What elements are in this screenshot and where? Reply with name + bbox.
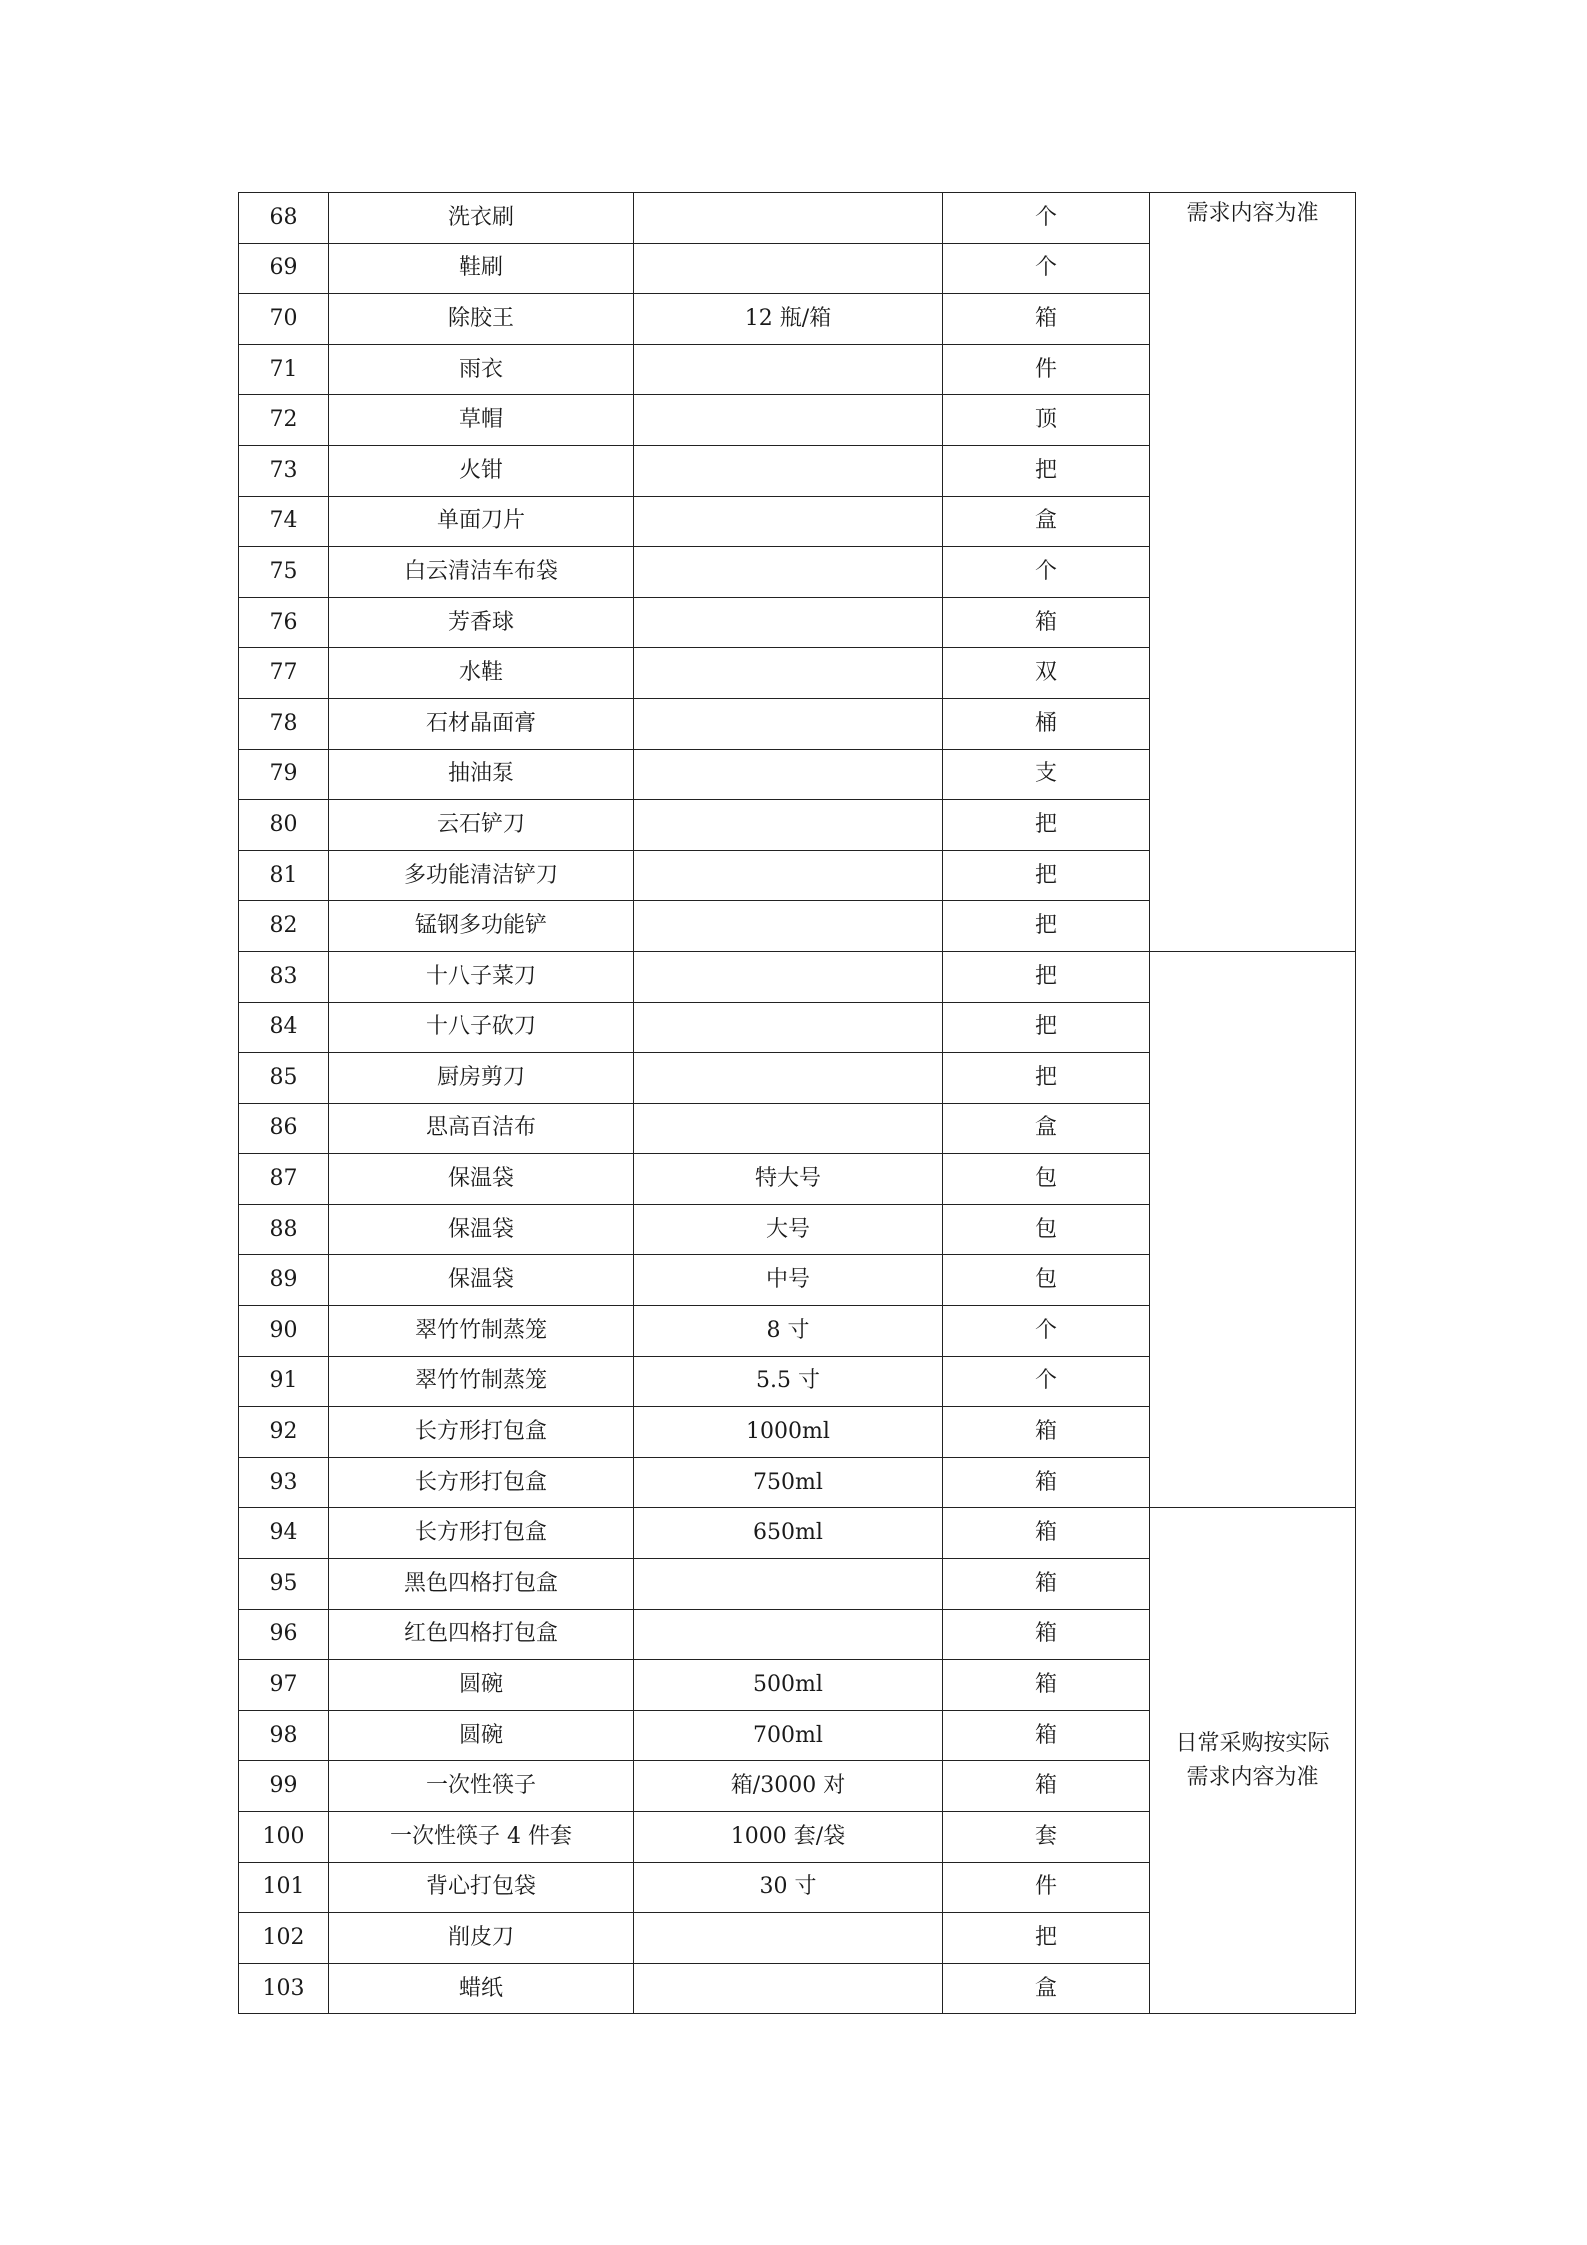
item-number-cell: 84: [239, 1002, 329, 1053]
item-unit-cell: 盒: [943, 1103, 1150, 1154]
item-unit-cell: 把: [943, 951, 1150, 1002]
item-spec-cell: 30 寸: [634, 1862, 943, 1913]
item-spec-cell: [634, 344, 943, 395]
item-spec-cell: [634, 395, 943, 446]
item-name-cell: 洗衣刷: [329, 193, 634, 244]
item-spec-cell: 650ml: [634, 1508, 943, 1559]
note-cell-group-1: [1150, 193, 1356, 952]
item-unit-cell: 把: [943, 445, 1150, 496]
item-unit-cell: 箱: [943, 1407, 1150, 1458]
item-number-cell: 97: [239, 1660, 329, 1711]
item-name-cell: 多功能清洁铲刀: [329, 850, 634, 901]
item-number-cell: 81: [239, 850, 329, 901]
item-spec-cell: 1000ml: [634, 1407, 943, 1458]
table-row: [239, 193, 1356, 244]
item-number-cell: 78: [239, 698, 329, 749]
item-number-cell: 86: [239, 1103, 329, 1154]
item-name-cell: 翠竹竹制蒸笼: [329, 1306, 634, 1357]
item-spec-cell: [634, 951, 943, 1002]
item-number-cell: 90: [239, 1306, 329, 1357]
item-spec-cell: [634, 1002, 943, 1053]
item-unit-cell: 盒: [943, 496, 1150, 547]
item-unit-cell: 包: [943, 1204, 1150, 1255]
item-name-cell: 锰钢多功能铲: [329, 901, 634, 952]
note-cell-group-3: [1150, 1508, 1356, 2014]
item-unit-cell: 个: [943, 547, 1150, 598]
note-cell-group-2: [1150, 951, 1356, 1508]
item-spec-cell: 1000 套/袋: [634, 1812, 943, 1863]
item-number-cell: 93: [239, 1457, 329, 1508]
item-number-cell: 71: [239, 344, 329, 395]
item-name-cell: 圆碗: [329, 1710, 634, 1761]
item-name-cell: 水鞋: [329, 648, 634, 699]
item-spec-cell: 12 瓶/箱: [634, 294, 943, 345]
item-name-cell: 石材晶面膏: [329, 698, 634, 749]
item-unit-cell: 箱: [943, 294, 1150, 345]
item-number-cell: 79: [239, 749, 329, 800]
item-number-cell: 89: [239, 1255, 329, 1306]
item-number-cell: 88: [239, 1204, 329, 1255]
item-unit-cell: 双: [943, 648, 1150, 699]
item-spec-cell: [634, 1609, 943, 1660]
item-spec-cell: [634, 597, 943, 648]
item-name-cell: 火钳: [329, 445, 634, 496]
item-number-cell: 94: [239, 1508, 329, 1559]
item-number-cell: 102: [239, 1913, 329, 1964]
item-number-cell: 101: [239, 1862, 329, 1913]
item-unit-cell: 盒: [943, 1963, 1150, 2014]
table-row: [239, 951, 1356, 1002]
item-name-cell: 背心打包袋: [329, 1862, 634, 1913]
item-unit-cell: 箱: [943, 597, 1150, 648]
item-unit-cell: 桶: [943, 698, 1150, 749]
item-name-cell: 保温袋: [329, 1154, 634, 1205]
item-name-cell: 除胶王: [329, 294, 634, 345]
item-name-cell: 黑色四格打包盒: [329, 1559, 634, 1610]
item-name-cell: 保温袋: [329, 1255, 634, 1306]
item-unit-cell: 箱: [943, 1508, 1150, 1559]
item-number-cell: 76: [239, 597, 329, 648]
item-name-cell: 翠竹竹制蒸笼: [329, 1356, 634, 1407]
item-unit-cell: 箱: [943, 1457, 1150, 1508]
item-unit-cell: 箱: [943, 1559, 1150, 1610]
item-unit-cell: 个: [943, 1356, 1150, 1407]
item-unit-cell: 箱: [943, 1660, 1150, 1711]
item-name-cell: 厨房剪刀: [329, 1053, 634, 1104]
item-name-cell: 十八子砍刀: [329, 1002, 634, 1053]
item-name-cell: 鞋刷: [329, 243, 634, 294]
item-unit-cell: 顶: [943, 395, 1150, 446]
item-spec-cell: 750ml: [634, 1457, 943, 1508]
item-unit-cell: 个: [943, 193, 1150, 244]
item-number-cell: 83: [239, 951, 329, 1002]
table-row: [239, 1508, 1356, 1559]
item-spec-cell: [634, 901, 943, 952]
item-number-cell: 87: [239, 1154, 329, 1205]
item-spec-cell: 大号: [634, 1204, 943, 1255]
item-unit-cell: 支: [943, 749, 1150, 800]
item-name-cell: 十八子菜刀: [329, 951, 634, 1002]
item-unit-cell: 箱: [943, 1761, 1150, 1812]
item-unit-cell: 包: [943, 1154, 1150, 1205]
note-text: 需求内容为准: [1186, 201, 1319, 226]
item-name-cell: 红色四格打包盒: [329, 1609, 634, 1660]
item-name-cell: 抽油泵: [329, 749, 634, 800]
item-spec-cell: 箱/3000 对: [634, 1761, 943, 1812]
item-unit-cell: 包: [943, 1255, 1150, 1306]
item-name-cell: 长方形打包盒: [329, 1457, 634, 1508]
item-number-cell: 92: [239, 1407, 329, 1458]
item-number-cell: 68: [239, 193, 329, 244]
item-spec-cell: [634, 496, 943, 547]
item-number-cell: 85: [239, 1053, 329, 1104]
item-number-cell: 72: [239, 395, 329, 446]
item-spec-cell: [634, 193, 943, 244]
item-name-cell: 芳香球: [329, 597, 634, 648]
item-spec-cell: 特大号: [634, 1154, 943, 1205]
items-table: [238, 192, 1356, 2014]
item-spec-cell: [634, 1053, 943, 1104]
item-number-cell: 98: [239, 1710, 329, 1761]
item-unit-cell: 箱: [943, 1609, 1150, 1660]
item-number-cell: 99: [239, 1761, 329, 1812]
item-name-cell: 雨衣: [329, 344, 634, 395]
item-spec-cell: 中号: [634, 1255, 943, 1306]
item-number-cell: 100: [239, 1812, 329, 1863]
item-number-cell: 82: [239, 901, 329, 952]
item-spec-cell: [634, 1913, 943, 1964]
item-name-cell: 蜡纸: [329, 1963, 634, 2014]
item-unit-cell: 把: [943, 800, 1150, 851]
item-spec-cell: 8 寸: [634, 1306, 943, 1357]
item-name-cell: 保温袋: [329, 1204, 634, 1255]
item-name-cell: 白云清洁车布袋: [329, 547, 634, 598]
item-spec-cell: [634, 445, 943, 496]
item-unit-cell: 箱: [943, 1710, 1150, 1761]
item-spec-cell: 500ml: [634, 1660, 943, 1711]
item-name-cell: 削皮刀: [329, 1913, 634, 1964]
item-name-cell: 一次性筷子 4 件套: [329, 1812, 634, 1863]
item-unit-cell: 把: [943, 1002, 1150, 1053]
item-name-cell: 单面刀片: [329, 496, 634, 547]
item-name-cell: 云石铲刀: [329, 800, 634, 851]
item-unit-cell: 把: [943, 1053, 1150, 1104]
item-number-cell: 95: [239, 1559, 329, 1610]
items-table-body: [239, 193, 1356, 2014]
item-spec-cell: 700ml: [634, 1710, 943, 1761]
item-spec-cell: [634, 850, 943, 901]
note-text: 日常采购按实际: [1175, 1730, 1330, 1756]
item-number-cell: 75: [239, 547, 329, 598]
item-unit-cell: 把: [943, 901, 1150, 952]
item-spec-cell: [634, 243, 943, 294]
item-number-cell: 91: [239, 1356, 329, 1407]
item-number-cell: 80: [239, 800, 329, 851]
item-number-cell: 70: [239, 294, 329, 345]
item-spec-cell: [634, 1559, 943, 1610]
item-spec-cell: [634, 800, 943, 851]
item-unit-cell: 把: [943, 850, 1150, 901]
item-number-cell: 73: [239, 445, 329, 496]
item-name-cell: 圆碗: [329, 1660, 634, 1711]
item-number-cell: 74: [239, 496, 329, 547]
item-spec-cell: [634, 1103, 943, 1154]
item-spec-cell: [634, 749, 943, 800]
item-name-cell: 草帽: [329, 395, 634, 446]
item-unit-cell: 个: [943, 243, 1150, 294]
item-unit-cell: 套: [943, 1812, 1150, 1863]
item-spec-cell: [634, 648, 943, 699]
item-name-cell: 一次性筷子: [329, 1761, 634, 1812]
item-name-cell: 长方形打包盒: [329, 1407, 634, 1458]
item-spec-cell: [634, 547, 943, 598]
item-spec-cell: [634, 698, 943, 749]
item-unit-cell: 件: [943, 1862, 1150, 1913]
item-spec-cell: 5.5 寸: [634, 1356, 943, 1407]
item-number-cell: 103: [239, 1963, 329, 2014]
item-number-cell: 69: [239, 243, 329, 294]
item-number-cell: 96: [239, 1609, 329, 1660]
item-unit-cell: 件: [943, 344, 1150, 395]
item-unit-cell: 个: [943, 1306, 1150, 1357]
item-unit-cell: 把: [943, 1913, 1150, 1964]
item-spec-cell: [634, 1963, 943, 2014]
note-text: 需求内容为准: [1186, 1764, 1319, 1790]
item-name-cell: 思高百洁布: [329, 1103, 634, 1154]
item-name-cell: 长方形打包盒: [329, 1508, 634, 1559]
item-number-cell: 77: [239, 648, 329, 699]
